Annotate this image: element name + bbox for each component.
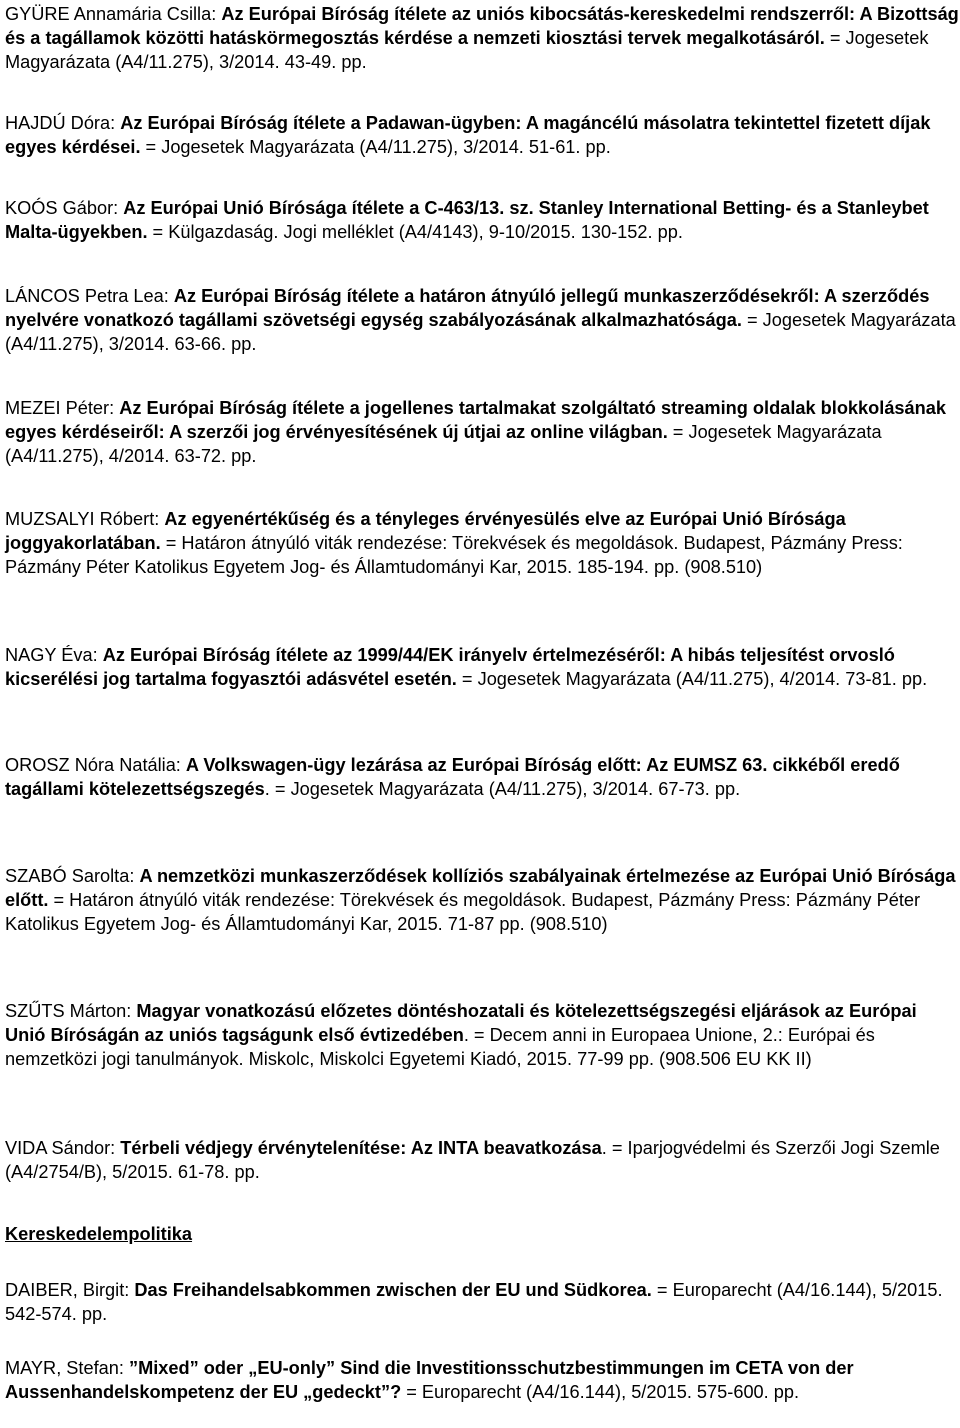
bibliography-entry (5, 643, 960, 691)
section-heading: Kereskedelempolitika (5, 1224, 193, 1244)
entry-author: KOÓS Gábor: (5, 198, 124, 218)
entry-title: Das Freihandelsabkommen zwischen der EU und Südkorea. (134, 1280, 652, 1300)
bibliography-entry (5, 284, 960, 357)
entry-source: = Jogesetek Magyarázata (A4/11.275), 3/2014. 43-49. pp. (5, 28, 929, 73)
entry-author: SZŰTS Márton: (5, 1001, 137, 1021)
bibliography-entry (5, 196, 960, 244)
bibliography-entry (5, 999, 960, 1072)
entry-source: = Jogesetek Magyarázata (A4/11.275), 4/2014. 63-72. pp. (5, 422, 882, 467)
bibliography-entry (5, 1278, 960, 1326)
entry-author: GYÜRE Annamária Csilla: (5, 4, 222, 24)
entry-author: DAIBER, Birgit: (5, 1280, 135, 1300)
entry-title: Térbeli védjegy érvénytelenítése: Az INTA beavatkozása (120, 1138, 602, 1158)
entry-title: Az Európai Bíróság ítélete az uniós kibocsátás-kereskedelmi rendszerről: A Bizottság és a tagállamok közötti hatáskörmegosztás kérdése a nemzeti kiosztási tervek megalkotásáról. (5, 4, 959, 49)
entry-source: . = Jogesetek Magyarázata (A4/11.275), 3/2014. 67-73. pp. (264, 779, 741, 800)
entry-author: HAJDÚ Dóra: (5, 113, 121, 133)
bibliography-entry (5, 507, 960, 580)
entry-source: = Europarecht (A4/16.144), 5/2015. 542-574. pp. (5, 1280, 943, 1325)
entry-author: MEZEI Péter: (5, 398, 120, 418)
entry-author: NAGY Éva: (5, 645, 103, 665)
entry-source: . = Iparjogvédelmi és Szerzői Jogi Szemle (A4/2754/B), 5/2015. 61-78. pp. (5, 1138, 940, 1183)
bibliography-entry (5, 753, 960, 801)
entry-title: Magyar vonatkozású előzetes döntéshozatali és kötelezettségszegési eljárások az Európai Unió Bíróságán az uniós tagságunk első évtizedében (5, 1001, 917, 1046)
entry-title: ”Mixed” oder „EU-only” Sind die Investitionsschutzbestimmungen im CETA von der Aussenhandelskompetenz der EU „gedeckt”? (5, 1358, 854, 1403)
entry-title: A Volkswagen-ügy lezárása az Európai Bíróság előtt: Az EUMSZ 63. cikkéből eredő tagállami kötelezettségszegés (5, 755, 900, 800)
entry-title: Az Európai Bíróság ítélete a jogellenes tartalmakat szolgáltató streaming oldalak blokkolásának egyes kérdéseiről: A szerzői jog érvényesítésének új útjai az online világban. (5, 398, 947, 443)
entry-title: Az Európai Bíróság ítélete a határon átnyúló jellegű munkaszerződésekről: A szerződés nyelvére vonatkozó tagállami szövetségi egység szabályozásának alkalmazhatósága. (5, 286, 930, 331)
bibliography-entry (5, 2, 960, 75)
bibliography-entry (5, 1356, 960, 1404)
entry-source: = Europarecht (A4/16.144), 5/2015. 575-600. pp. (401, 1382, 800, 1403)
entry-source: = Határon átnyúló viták rendezése: Törekvések és megoldások. Budapest, Pázmány Press: Pázmány Péter Katolikus Egyetem Jog- és Államtudományi Kar, 2015. 185-194. pp. (908.510) (5, 533, 903, 578)
entry-title: Az Európai Unió Bírósága ítélete a C-463/13. sz. Stanley International Betting- és a Stanleybet Malta-ügyekben. (5, 198, 929, 243)
entry-source: = Jogesetek Magyarázata (A4/11.275), 3/2014. 51-61. pp. (140, 137, 611, 158)
bibliography-entry (5, 864, 960, 937)
entry-author: OROSZ Nóra Natália: (5, 755, 186, 775)
entry-author: SZABÓ Sarolta: (5, 866, 140, 886)
entry-author: LÁNCOS Petra Lea: (5, 286, 174, 306)
entry-author: VIDA Sándor: (5, 1138, 121, 1158)
entry-source: = Külgazdaság. Jogi melléklet (A4/4143), 9-10/2015. 130-152. pp. (147, 222, 683, 243)
entry-author: MUZSALYI Róbert: (5, 509, 165, 529)
bibliography-entry (5, 396, 960, 469)
entry-title: Az Európai Bíróság ítélete a Padawan-ügyben: A magáncélú másolatra tekintettel fizetett díjak egyes kérdései. (5, 113, 931, 158)
bibliography-entry (5, 111, 960, 159)
entry-title: A nemzetközi munkaszerződések kollíziós szabályainak értelmezése az Európai Unió Bírósága előtt. (5, 866, 956, 911)
entry-author: MAYR, Stefan: (5, 1358, 129, 1378)
entry-source: . = Decem anni in Europaea Unione, 2.: Európai és nemzetközi jogi tanulmányok. Miskolc, Miskolci Egyetemi Kiadó, 2015. 77-99 pp. (908.506 EU KK II) (5, 1025, 875, 1070)
entry-title: Az egyenértékűség és a tényleges érvényesülés elve az Európai Unió Bírósága joggyakorlatában. (5, 509, 846, 554)
entry-source: = Határon átnyúló viták rendezése: Törekvések és megoldások. Budapest, Pázmány Press: Pázmány Péter Katolikus Egyetem Jog- és Államtudományi Kar, 2015. 71-87 pp. (908.510) (5, 890, 921, 935)
entry-title: Az Európai Bíróság ítélete az 1999/44/EK irányelv értelmezéséről: A hibás teljesítést orvosló kicserélési jog tartalma fogyasztói adásvétel esetén. (5, 645, 895, 690)
entry-source: = Jogesetek Magyarázata (A4/11.275), 4/2014. 73-81. pp. (456, 669, 928, 690)
bibliography-entry (5, 1136, 960, 1184)
entry-source: = Jogesetek Magyarázata (A4/11.275), 3/2014. 63-66. pp. (5, 310, 956, 355)
